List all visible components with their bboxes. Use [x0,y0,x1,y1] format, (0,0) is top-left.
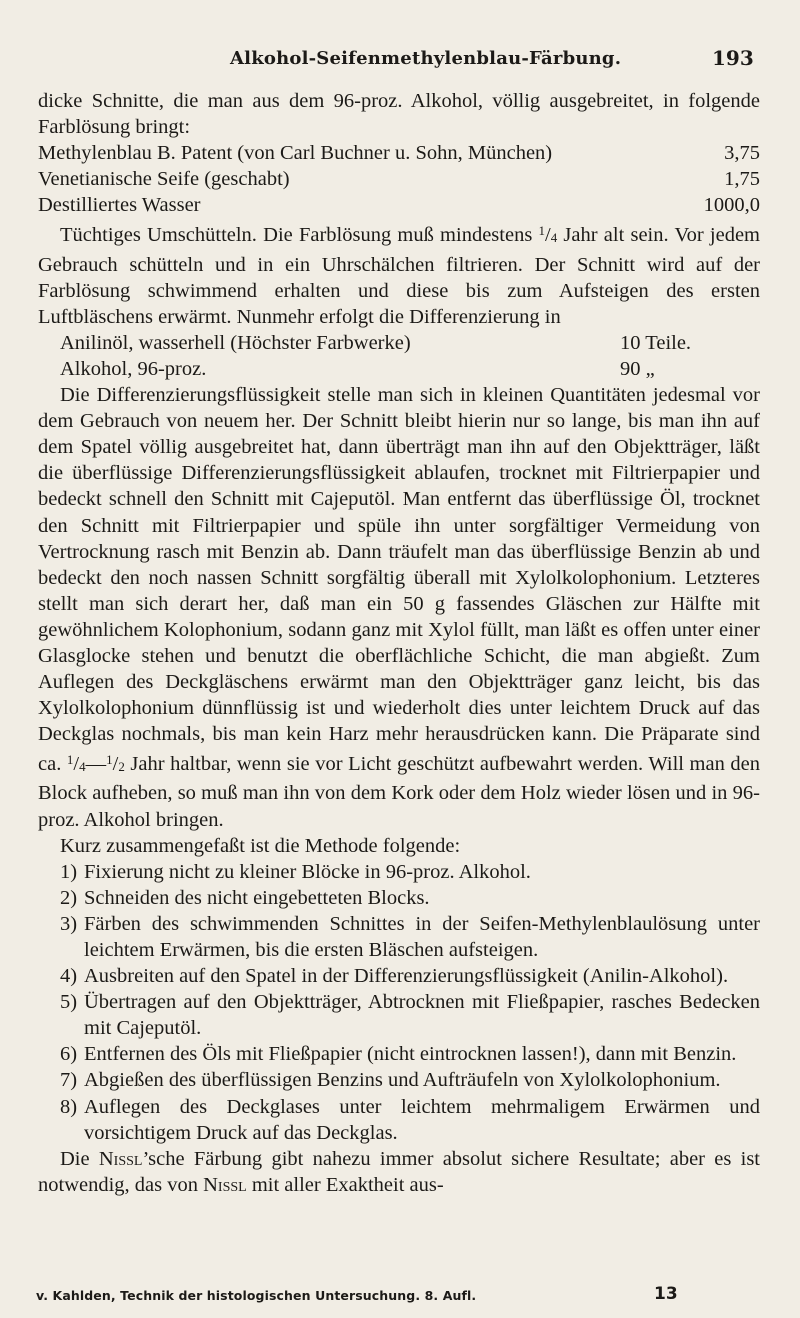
page-footer [36,1286,760,1310]
shaking-paragraph: Tüchtiges Umschütteln. Die Farblösung muß mindestens $^1$/4 Jahr alt sein. Vor jedem Gebrauch schütteln und in ein Uhrschälchen filtrieren. Der Schnitt wird auf der Farblösung schwimmend erhalten und diese bis zum Aufsteigen des ersten Luftbläschens erwärmt. Nunmehr erfolgt die Differenzierung in [38,223,761,328]
solution-row [38,166,760,192]
ingredient-amount: 3,75 [724,142,760,165]
solution-row [38,192,760,218]
footer-citation: v. Kahlden, Technik der histologischen Untersuchung. 8. Aufl. [36,1288,477,1303]
page-header [0,44,800,74]
dash: — [85,753,107,776]
differentiation-row [38,330,760,356]
running-title: Alkohol-Seifenmethylenblau-Färbung. [230,48,622,69]
step-number: 7) [60,1069,78,1092]
ingredient-amount: 90 „ [620,357,655,380]
intro-paragraph: dicke Schnitte, die man aus dem 96-proz. Alkohol, völlig ausgebreitet, in folgende Farblösung bringt: [38,90,760,139]
step-text: Ausbreiten auf den Spatel in der Differenzierungsflüssigkeit (Anilin-Alkohol). [84,965,729,988]
fraction-numerator: 1 [66,752,74,768]
text-run: Jahr haltbar, wenn sie vor Licht geschützt aufbewahrt werden. Will man den Block aufheben, so muß man ihn von dem Kork oder dem Holz wieder lösen und in 96-proz. Alkohol bringen. [38,753,760,831]
text-run: Die [60,1147,99,1170]
fraction-denominator: 2 [118,759,125,775]
step-text: Auflegen des Deckglases unter leichtem mehrmaligem Erwärmen und vorsichtigem Druck auf das Deckglas. [84,1095,760,1144]
text-run: mit aller Exaktheit aus- [246,1173,444,1196]
fraction-denominator: 4 [79,759,86,775]
solution-table [38,140,760,218]
signature-mark: 13 [654,1284,678,1304]
ingredient-amount: 1,75 [724,168,760,191]
step-item [38,1041,760,1067]
step-text: Färben des schwimmenden Schnittes in der Seifen-Methylenblaulösung unter leichtem Erwärmen, bis die ersten Bläschen aufsteigen. [84,912,760,961]
step-text: Fixierung nicht zu kleiner Blöcke in 96-proz. Alkohol. [84,860,531,883]
ingredient-name: Alkohol, 96-proz. [60,357,207,380]
step-number: 3) [60,912,78,935]
closing-paragraph [38,1146,760,1198]
author-name: Nissl [203,1173,247,1196]
step-number: 5) [60,991,78,1014]
differentiation-table [38,330,760,382]
step-number: 6) [60,1043,78,1066]
step-number: 2) [60,886,78,909]
text-run: Tüchtiges Umschütteln. Die Farblösung muß mindestens [60,224,539,247]
step-item [38,885,760,911]
fraction-numerator: 1 [106,752,113,768]
step-text: Übertragen auf den Objektträger, Abtrocknen mit Fließpapier, rasches Bedecken mit Cajeputöl. [84,991,760,1040]
text-run: Die Differenzierungsflüssigkeit stelle man sich in kleinen Quantitäten jedesmal vor dem Gebrauch von neuem her. Der Schnitt bleibt hierin nur so lange, bis man ihn auf dem Spatel völlig ausgebreitet hat, dann überträgt man ihn auf den Objektträger, läßt die überflüssige Differenzierungsflüssigkeit ablaufen, trocknet mit Filtrierpapier und bedeckt schnell den Schnitt mit Cajeputöl. Man entfernt das überflüssige Öl, trocknet den Schnitt mit Filtrierpapier und spüle ihn unter sorgfältiger Vermeidung von Vertrocknung rasch mit Benzin ab. Dann träufelt man das überflüssige Benzin ab und bedeckt den noch nassen Schnitt sorgfältig überall mit Xylolkolophonium. Letzteres stellt man sich derart her, daß man ein 50 g fassendes Gläschen zur Hälfte mit gewöhnlichem Kolophonium, sodann ganz mit Xylol füllt, man läßt es offen unter einer Glasglocke stehen und benutzt die oberflächliche Schicht, die man abgießt. Zum Auflegen des Deckgläschens erwärmt man den Objektträger ganz leicht, bis das Xylolkolophonium dünnflüssig ist und wiederholt dies unter leichtem Druck auf das Deckglas nochmals, bis man kein Harz mehr herausdrücken kann. Die Präparate sind ca. [38,384,760,776]
text-run: Jahr alt sein. Vor jedem Gebrauch schütteln und in ein Uhrschälchen filtrieren. Der Schnitt wird auf der Farblösung schwimmend erhalten und diese bis zum Aufsteigen des ersten Luftbläschens erwärmt. Nunmehr erfolgt die Differenzierung in [38,224,761,328]
body-text [38,88,760,1198]
step-item [38,911,760,963]
author-name: Nissl [98,1147,143,1170]
method-steps [38,859,760,1146]
step-item [38,989,760,1041]
fraction-denominator: 4 [550,230,558,246]
step-number: 4) [60,965,78,988]
step-text: Schneiden des nicht eingebetteten Blocks. [84,886,430,909]
ingredient-amount: 10 Teile. [620,331,692,354]
main-paragraph: Die Differenzierungsflüssigkeit stelle man sich in kleinen Quantitäten jedesmal vor dem Gebrauch von neuem her. Der Schnitt bleibt hierin nur so lange, bis man ihn auf dem Spatel völlig ausgebreitet hat, dann überträgt man ihn auf den Objektträger, läßt die überflüssige Differenzierungsflüssigkeit ablaufen, trocknet mit Filtrierpapier und bedeckt schnell den Schnitt mit Cajeputöl. Man entfernt das überflüssige Öl, trocknet den Schnitt mit Filtrierpapier und spüle ihn unter sorgfältiger Vermeidung von Vertrocknung rasch mit Benzin ab. Dann träufelt man das überflüssige Benzin ab und bedeckt den noch nassen Schnitt sorgfältig überall mit Xylolkolophonium. Letzteres stellt man sich derart her, daß man ein 50 g fassendes Gläschen zur Hälfte mit gewöhnlichem Kolophonium, sodann ganz mit Xylol füllt, man läßt es offen unter einer Glasglocke stehen und benutzt die oberflächliche Schicht, die man abgießt. Zum Auflegen des Deckgläschens erwärmt man den Objektträger ganz leicht, bis das Xylolkolophonium dünnflüssig ist und wiederholt dies unter leichtem Druck auf das Deckglas nochmals, bis man kein Harz mehr herausdrücken kann. Die Präparate sind ca. $^1$/4—$^1$/2 Jahr haltbar, wenn sie vor Licht geschützt aufbewahrt werden. Will man den Block aufheben, so muß man ihn von dem Kork oder dem Holz wieder lösen und in 96-proz. Alkohol bringen. [38,384,760,831]
summary-intro: Kurz zusammengefaßt ist die Methode folgende: [60,834,461,857]
step-number: 1) [60,860,78,883]
step-item [38,1094,760,1146]
step-number: 8) [60,1095,78,1118]
step-text: Abgießen des überflüssigen Benzins und Aufträufeln von Xylolkolophonium. [84,1069,721,1092]
step-item [38,1067,760,1093]
step-item [38,859,760,885]
ingredient-name: Venetianische Seife (geschabt) [38,168,290,191]
ingredient-amount: 1000,0 [703,194,760,217]
ingredient-name: Anilinöl, wasserhell (Höchster Farbwerke) [60,331,411,354]
step-item [38,963,760,989]
text-run: ’sche Färbung gibt nahezu immer absolut sichere Resultate; aber es ist notwendig, das von [38,1147,760,1196]
ingredient-name: Destilliertes Wasser [38,194,201,217]
page-number: 193 [712,46,754,70]
differentiation-row [38,356,760,382]
step-text: Entfernen des Öls mit Fließpapier (nicht eintrocknen lassen!), dann mit Benzin. [84,1043,737,1066]
ingredient-name: Methylenblau B. Patent (von Carl Buchner u. Sohn, München) [38,142,553,165]
solution-row [38,140,760,166]
fraction-numerator: 1 [538,223,546,239]
